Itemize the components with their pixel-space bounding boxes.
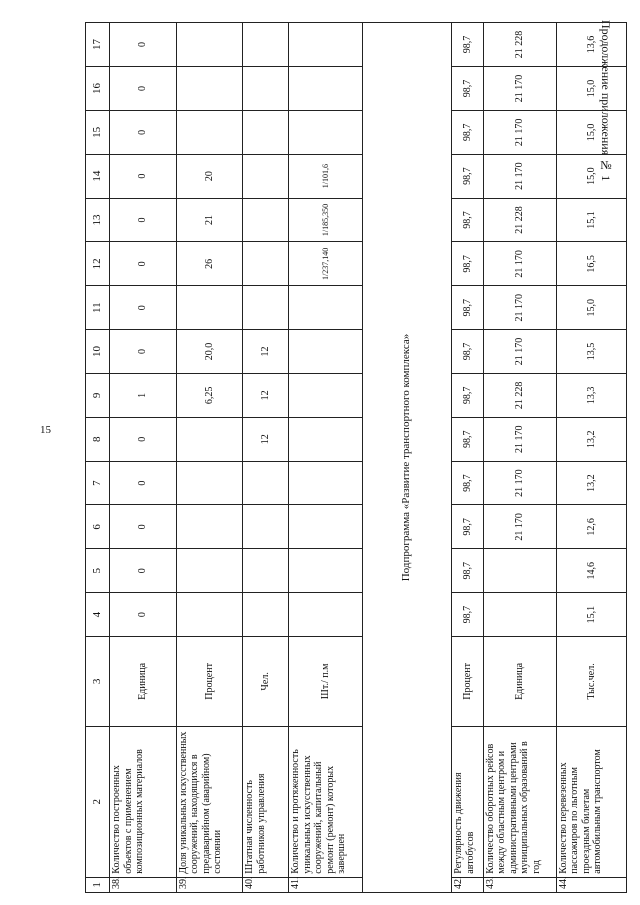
unit-cell: Единица [110, 637, 177, 727]
column-header: 6 [86, 505, 110, 549]
row-number: 44. [556, 877, 626, 892]
value-cell: 15,1 [556, 593, 626, 637]
value-cell: 0 [110, 23, 177, 67]
value-cell: 98,7 [452, 286, 483, 330]
column-header: 3 [86, 637, 110, 727]
value-cell: 12 [243, 373, 289, 417]
value-cell [176, 286, 243, 330]
row-number: 41. [289, 877, 362, 892]
value-cell: 21 170 [483, 461, 556, 505]
value-cell [289, 417, 362, 461]
value-cell [289, 373, 362, 417]
value-cell [289, 23, 362, 67]
column-header: 1 [86, 877, 110, 892]
value-cell: 12 [243, 417, 289, 461]
value-cell: 21 228 [483, 23, 556, 67]
value-cell: 98,7 [452, 23, 483, 67]
value-cell: 21 170 [483, 242, 556, 286]
table-row [556, 23, 626, 893]
value-cell: 13,5 [556, 330, 626, 374]
value-cell: 13,6 [556, 23, 626, 67]
row-number: 38. [110, 877, 177, 892]
value-cell [176, 417, 243, 461]
value-cell: 16,5 [556, 242, 626, 286]
value-cell: 12 [243, 330, 289, 374]
value-cell: 1 [110, 373, 177, 417]
value-cell [243, 154, 289, 198]
value-cell: 0 [110, 198, 177, 242]
row-number: 40. [243, 877, 289, 892]
value-cell: 26 [176, 242, 243, 286]
value-cell: 98,7 [452, 505, 483, 549]
value-cell: 21 170 [483, 505, 556, 549]
column-header: 14 [86, 154, 110, 198]
unit-cell: Чел. [243, 637, 289, 727]
column-header: 7 [86, 461, 110, 505]
value-cell [176, 593, 243, 637]
unit-cell: Процент [176, 637, 243, 727]
column-header: 11 [86, 286, 110, 330]
value-cell: 0 [110, 461, 177, 505]
indicator-name: Регулярность движения автобусов [452, 726, 483, 877]
subprogram-row [362, 23, 452, 893]
value-cell: 98,7 [452, 593, 483, 637]
value-cell [176, 461, 243, 505]
value-cell: 21 170 [483, 330, 556, 374]
value-cell: 0 [110, 286, 177, 330]
value-cell [243, 461, 289, 505]
unit-cell: Тыс.чел. [556, 637, 626, 727]
value-cell [243, 198, 289, 242]
value-cell: 21 228 [483, 373, 556, 417]
value-cell [176, 110, 243, 154]
value-cell: 98,7 [452, 417, 483, 461]
value-cell: 21 170 [483, 286, 556, 330]
column-header: 13 [86, 198, 110, 242]
value-cell [176, 67, 243, 111]
value-cell: 0 [110, 593, 177, 637]
value-cell: 0 [110, 110, 177, 154]
indicator-name: Количество перевезенных пассажиров по льготным проездным билетам автомобильным транспортом [556, 726, 626, 877]
value-cell [176, 505, 243, 549]
value-cell: 14,6 [556, 549, 626, 593]
value-cell: 98,7 [452, 67, 483, 111]
indicator-name: Количество построенных объектов с применением композиционных материалов [110, 726, 177, 877]
value-cell [176, 23, 243, 67]
value-cell: 1/237,140 [289, 242, 362, 286]
unit-cell: Процент [452, 637, 483, 727]
value-cell: 21 170 [483, 154, 556, 198]
value-cell [289, 286, 362, 330]
value-cell [289, 330, 362, 374]
value-cell: 15,0 [556, 286, 626, 330]
value-cell: 15,0 [556, 110, 626, 154]
indicators-table [85, 22, 627, 893]
value-cell [483, 593, 556, 637]
table-row [243, 23, 289, 893]
value-cell [243, 505, 289, 549]
value-cell: 20 [176, 154, 243, 198]
value-cell [243, 593, 289, 637]
value-cell [289, 461, 362, 505]
value-cell [289, 67, 362, 111]
column-header: 10 [86, 330, 110, 374]
value-cell [289, 549, 362, 593]
table-row [452, 23, 483, 893]
value-cell: 15,0 [556, 67, 626, 111]
value-cell [483, 549, 556, 593]
indicator-name: Доля уникальных искусственных сооружений, находящихся в предаварийном (аварийном) состоянии [176, 726, 243, 877]
value-cell: 1/185,350 [289, 198, 362, 242]
value-cell: 0 [110, 242, 177, 286]
value-cell: 0 [110, 417, 177, 461]
value-cell: 20,0 [176, 330, 243, 374]
indicator-name: Штатная численность работников управления [243, 726, 289, 877]
value-cell: 13,2 [556, 461, 626, 505]
value-cell: 98,7 [452, 198, 483, 242]
value-cell: 0 [110, 549, 177, 593]
value-cell: 15,1 [556, 198, 626, 242]
value-cell: 98,7 [452, 242, 483, 286]
value-cell: 15,0 [556, 154, 626, 198]
value-cell: 13,2 [556, 417, 626, 461]
row-number: 43. [483, 877, 556, 892]
table-row [176, 23, 243, 893]
value-cell: 0 [110, 330, 177, 374]
value-cell: 98,7 [452, 461, 483, 505]
column-header: 12 [86, 242, 110, 286]
value-cell: 0 [110, 67, 177, 111]
value-cell: 98,7 [452, 154, 483, 198]
indicator-name: Количество и протяженность уникальных искусственных сооружений, капитальный ремонт (ремонт) которых завершен [289, 726, 362, 877]
value-cell [243, 286, 289, 330]
value-cell: 21 170 [483, 417, 556, 461]
indicator-name: Количество оборотных рейсов между областным центром и административными центрами муниципальных образований в год [483, 726, 556, 877]
table-row [483, 23, 556, 893]
value-cell: 12,6 [556, 505, 626, 549]
value-cell [243, 110, 289, 154]
rotated-table-wrapper [85, 22, 627, 893]
value-cell [176, 549, 243, 593]
table-row [289, 23, 362, 893]
value-cell [243, 67, 289, 111]
subprogram-title: Подпрограмма «Развитие транспортного комплекса» [362, 23, 452, 893]
column-header: 9 [86, 373, 110, 417]
value-cell: 21 228 [483, 198, 556, 242]
value-cell: 0 [110, 154, 177, 198]
value-cell: 21 170 [483, 110, 556, 154]
value-cell: 21 170 [483, 67, 556, 111]
value-cell: 1/101,6 [289, 154, 362, 198]
table-row [110, 23, 177, 893]
value-cell: 98,7 [452, 330, 483, 374]
row-number: 39. [176, 877, 243, 892]
value-cell: 13,3 [556, 373, 626, 417]
column-header: 5 [86, 549, 110, 593]
column-header: 8 [86, 417, 110, 461]
value-cell [243, 23, 289, 67]
value-cell: 98,7 [452, 549, 483, 593]
column-header: 16 [86, 67, 110, 111]
table-header-row [86, 23, 110, 893]
value-cell: 21 [176, 198, 243, 242]
column-header: 17 [86, 23, 110, 67]
page-number: 15 [40, 424, 51, 436]
unit-cell: Шт./ п.м [289, 637, 362, 727]
value-cell [289, 110, 362, 154]
value-cell [289, 593, 362, 637]
column-header: 2 [86, 726, 110, 877]
value-cell [289, 505, 362, 549]
value-cell: 98,7 [452, 110, 483, 154]
value-cell: 98,7 [452, 373, 483, 417]
column-header: 15 [86, 110, 110, 154]
appendix-caption: Продолжение приложения № 1 [599, 20, 613, 182]
unit-cell: Единица [483, 637, 556, 727]
row-number: 42. [452, 877, 483, 892]
column-header: 4 [86, 593, 110, 637]
value-cell [243, 242, 289, 286]
value-cell: 0 [110, 505, 177, 549]
value-cell: 6,25 [176, 373, 243, 417]
value-cell [243, 549, 289, 593]
